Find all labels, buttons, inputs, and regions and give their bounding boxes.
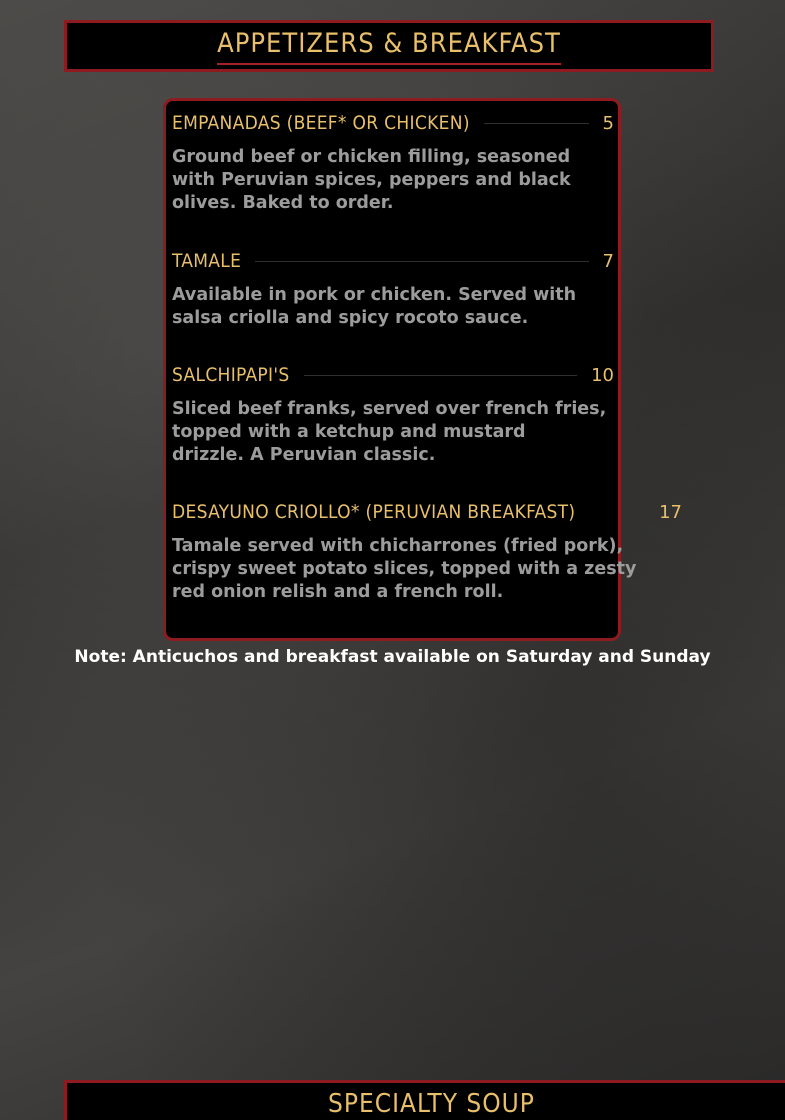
menu-item-name: SALCHIPAPI'S xyxy=(172,364,290,386)
menu-item-salchipapis xyxy=(172,363,614,467)
availability-note: Note: Anticuchos and breakfast available on Saturday and Sunday xyxy=(74,647,711,667)
menu-item-description: Tamale served with chicharrones (fried pork), crispy sweet potato slices, topped with a zesty red onion relish and a french roll. xyxy=(172,536,637,602)
next-section-title: SPECIALTY SOUP xyxy=(328,1089,535,1119)
menu-item-tamale xyxy=(172,249,614,330)
menu-item-description: Available in pork or chicken. Served with salsa criolla and spicy rocoto sauce. xyxy=(172,285,577,328)
dot-leader xyxy=(255,261,588,262)
menu-item-empanadas xyxy=(172,111,614,215)
menu-item-name: EMPANADAS (BEEF* OR CHICKEN) xyxy=(172,112,470,134)
dot-leader xyxy=(484,123,589,124)
next-section-header xyxy=(64,1080,785,1120)
menu-item-description: Ground beef or chicken filling, seasoned with Peruvian spices, peppers and black olives. Baked to order. xyxy=(172,147,571,213)
menu-item-price: 7 xyxy=(602,250,614,272)
menu-item-description: Sliced beef franks, served over french fries, topped with a ketchup and mustard drizzle. A Peruvian classic. xyxy=(172,399,607,465)
dot-leader xyxy=(304,375,578,376)
menu-item-price: 17 xyxy=(659,501,682,523)
section-header xyxy=(64,20,714,72)
section-title: APPETIZERS & BREAKFAST xyxy=(217,27,561,65)
menu-item-name: DESAYUNO CRIOLLO* (PERUVIAN BREAKFAST) xyxy=(172,501,576,523)
menu-item-price: 5 xyxy=(602,112,614,134)
menu-item-price: 10 xyxy=(591,364,614,386)
menu-item-name: TAMALE xyxy=(172,250,242,272)
menu-item-desayuno-criollo xyxy=(172,500,682,604)
